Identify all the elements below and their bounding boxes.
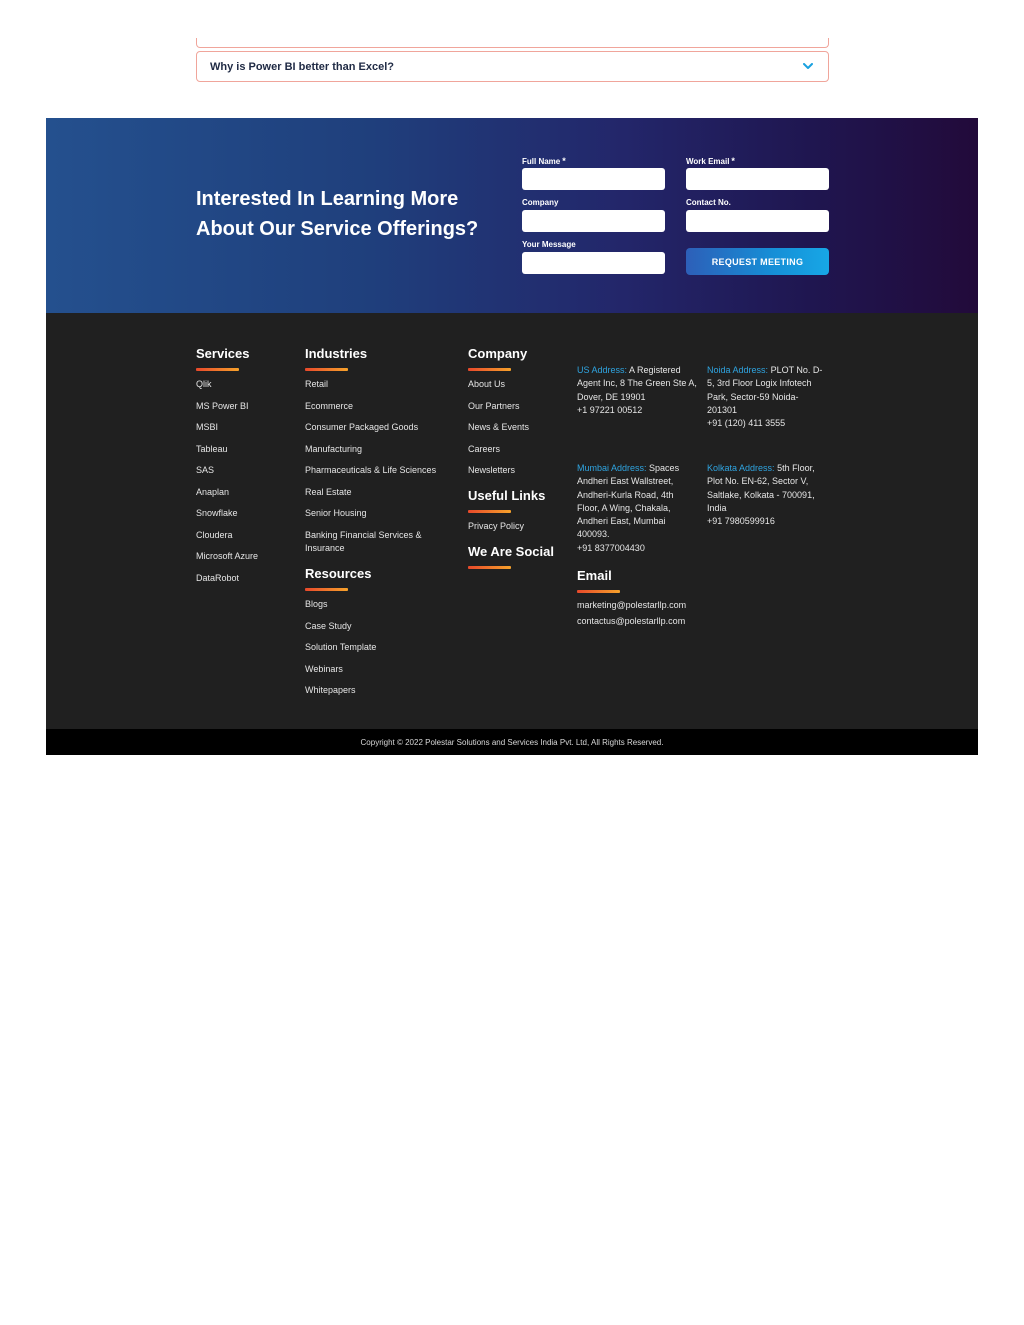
noida-address	[707, 364, 829, 430]
services-link[interactable]: Anaplan	[196, 486, 230, 497]
message-label: Your Message	[522, 240, 576, 249]
marketing-email-link[interactable]: marketing@polestarllp.com	[577, 600, 687, 610]
copyright-bar: Copyright © 2022 Polestar Solutions and Services India Pvt. Ltd, All Rights Reserved.	[46, 729, 978, 755]
company-label: Company	[522, 198, 559, 207]
resources-link[interactable]: Solution Template	[305, 642, 377, 652]
contact-no-field-group	[686, 198, 829, 232]
company-link[interactable]: Careers	[468, 443, 501, 454]
heading-underline	[305, 368, 348, 371]
footer-useful-links-column	[468, 488, 545, 543]
services-link[interactable]: DataRobot	[196, 572, 240, 583]
us-address-phone[interactable]: +1 97221 00512	[577, 404, 643, 415]
kolkata-address-phone[interactable]: +91 7980599916	[707, 516, 775, 527]
industries-link[interactable]: Ecommerce	[305, 400, 354, 411]
services-link[interactable]: MSBI	[196, 422, 219, 432]
footer-industries-column	[305, 346, 455, 566]
useful-links-heading: Useful Links	[468, 488, 546, 503]
faq-item[interactable]	[196, 51, 829, 82]
footer-company-column	[468, 346, 529, 487]
heading-underline	[468, 566, 511, 569]
company-field-group	[522, 198, 665, 232]
company-link[interactable]: About Us	[468, 379, 506, 389]
us-address-text: A Registered Agent Inc, 8 The Green Ste A, Dover, DE 19901	[577, 365, 697, 402]
us-address	[577, 364, 699, 417]
services-link[interactable]: Cloudera	[196, 529, 233, 540]
full-name-label	[522, 156, 665, 166]
company-heading: Company	[468, 346, 528, 361]
company-link[interactable]: News & Events	[468, 422, 530, 432]
full-name-input[interactable]	[522, 168, 665, 190]
footer-resources-column	[305, 566, 376, 707]
heading-underline	[468, 510, 511, 513]
contact-email-link[interactable]: contactus@polestarllp.com	[577, 616, 686, 626]
company-link[interactable]: Newsletters	[468, 465, 516, 475]
contact-no-label: Contact No.	[686, 198, 731, 207]
resources-link[interactable]: Whitepapers	[305, 685, 356, 695]
services-link[interactable]: SAS	[196, 465, 215, 475]
industries-link[interactable]: Real Estate	[305, 486, 352, 497]
footer-services-column	[196, 346, 258, 594]
industries-link[interactable]: Banking Financial Services & Insurance	[305, 529, 422, 553]
footer	[46, 313, 978, 729]
heading-underline	[468, 368, 511, 371]
footer-social-column	[468, 544, 554, 569]
industries-link[interactable]: Pharmaceuticals & Life Sciences	[305, 465, 437, 475]
industries-link[interactable]: Retail	[305, 379, 329, 389]
social-heading: We Are Social	[468, 544, 554, 559]
full-name-label-text: Full Name	[522, 157, 561, 166]
services-link[interactable]: Snowflake	[196, 508, 238, 518]
industries-link[interactable]: Senior Housing	[305, 508, 367, 518]
work-email-label	[686, 156, 829, 166]
resources-link[interactable]: Webinars	[305, 663, 343, 674]
services-link[interactable]: Microsoft Azure	[196, 551, 259, 561]
message-field-group	[522, 240, 665, 274]
resources-heading: Resources	[305, 566, 372, 581]
kolkata-address	[707, 462, 829, 528]
us-address-label: US Address:	[577, 365, 628, 375]
heading-underline	[196, 368, 239, 371]
noida-address-text: PLOT No. D-5, 3rd Floor Logix Infotech Park, Sector-59 Noida- 201301	[707, 365, 823, 415]
noida-address-label: Noida Address:	[707, 365, 769, 375]
company-input[interactable]	[522, 210, 665, 232]
contact-banner	[46, 118, 978, 313]
kolkata-address-label: Kolkata Address:	[707, 463, 775, 473]
contact-no-input[interactable]	[686, 210, 829, 232]
required-mark: *	[731, 156, 735, 166]
footer-email-column	[577, 568, 620, 593]
kolkata-address-text: 5th Floor, Plot No. EN-62, Sector V, Saltlake, Kolkata - 700091, India	[707, 463, 815, 513]
chevron-down-icon[interactable]	[801, 60, 815, 74]
faq-question: Why is Power BI better than Excel?	[210, 60, 394, 73]
heading-underline	[577, 590, 620, 593]
mumbai-address-phone[interactable]: +91 8377004430	[577, 542, 645, 553]
mumbai-address-label: Mumbai Address:	[577, 463, 647, 473]
services-heading: Services	[196, 346, 250, 361]
work-email-input[interactable]	[686, 168, 829, 190]
services-link[interactable]: MS Power BI	[196, 400, 249, 411]
company-list	[468, 379, 529, 476]
resources-link[interactable]: Case Study	[305, 620, 352, 631]
industries-list	[305, 379, 455, 556]
privacy-policy-link[interactable]: Privacy Policy	[468, 521, 525, 531]
request-meeting-button[interactable]: REQUEST MEETING	[686, 248, 829, 275]
faq-previous-item-edge	[196, 38, 829, 48]
work-email-label-text: Work Email	[686, 157, 730, 166]
resources-list	[305, 599, 376, 696]
banner-title: Interested In Learning More About Our Service Offerings?	[196, 188, 479, 240]
useful-links-list	[468, 521, 545, 532]
heading-underline	[305, 588, 348, 591]
required-mark: *	[562, 156, 566, 166]
full-name-field-group	[522, 156, 665, 190]
industries-link[interactable]: Manufacturing	[305, 443, 363, 454]
noida-address-phone[interactable]: +91 (120) 411 3555	[707, 418, 786, 429]
resources-link[interactable]: Blogs	[305, 599, 328, 609]
mumbai-address	[577, 462, 695, 555]
email-heading: Email	[577, 568, 612, 583]
industries-heading: Industries	[305, 346, 368, 361]
services-list	[196, 379, 258, 584]
work-email-field-group	[686, 156, 829, 190]
industries-link[interactable]: Consumer Packaged Goods	[305, 422, 419, 432]
message-input[interactable]	[522, 252, 665, 274]
company-link[interactable]: Our Partners	[468, 400, 520, 411]
services-link[interactable]: Tableau	[196, 443, 228, 454]
mumbai-address-text: Spaces Andheri East Wallstreet, Andheri-Kurla Road, 4th Floor, A Wing, Chakala, Andheri East, Mumbai 400093.	[577, 463, 680, 540]
services-link[interactable]: Qlik	[196, 379, 212, 389]
